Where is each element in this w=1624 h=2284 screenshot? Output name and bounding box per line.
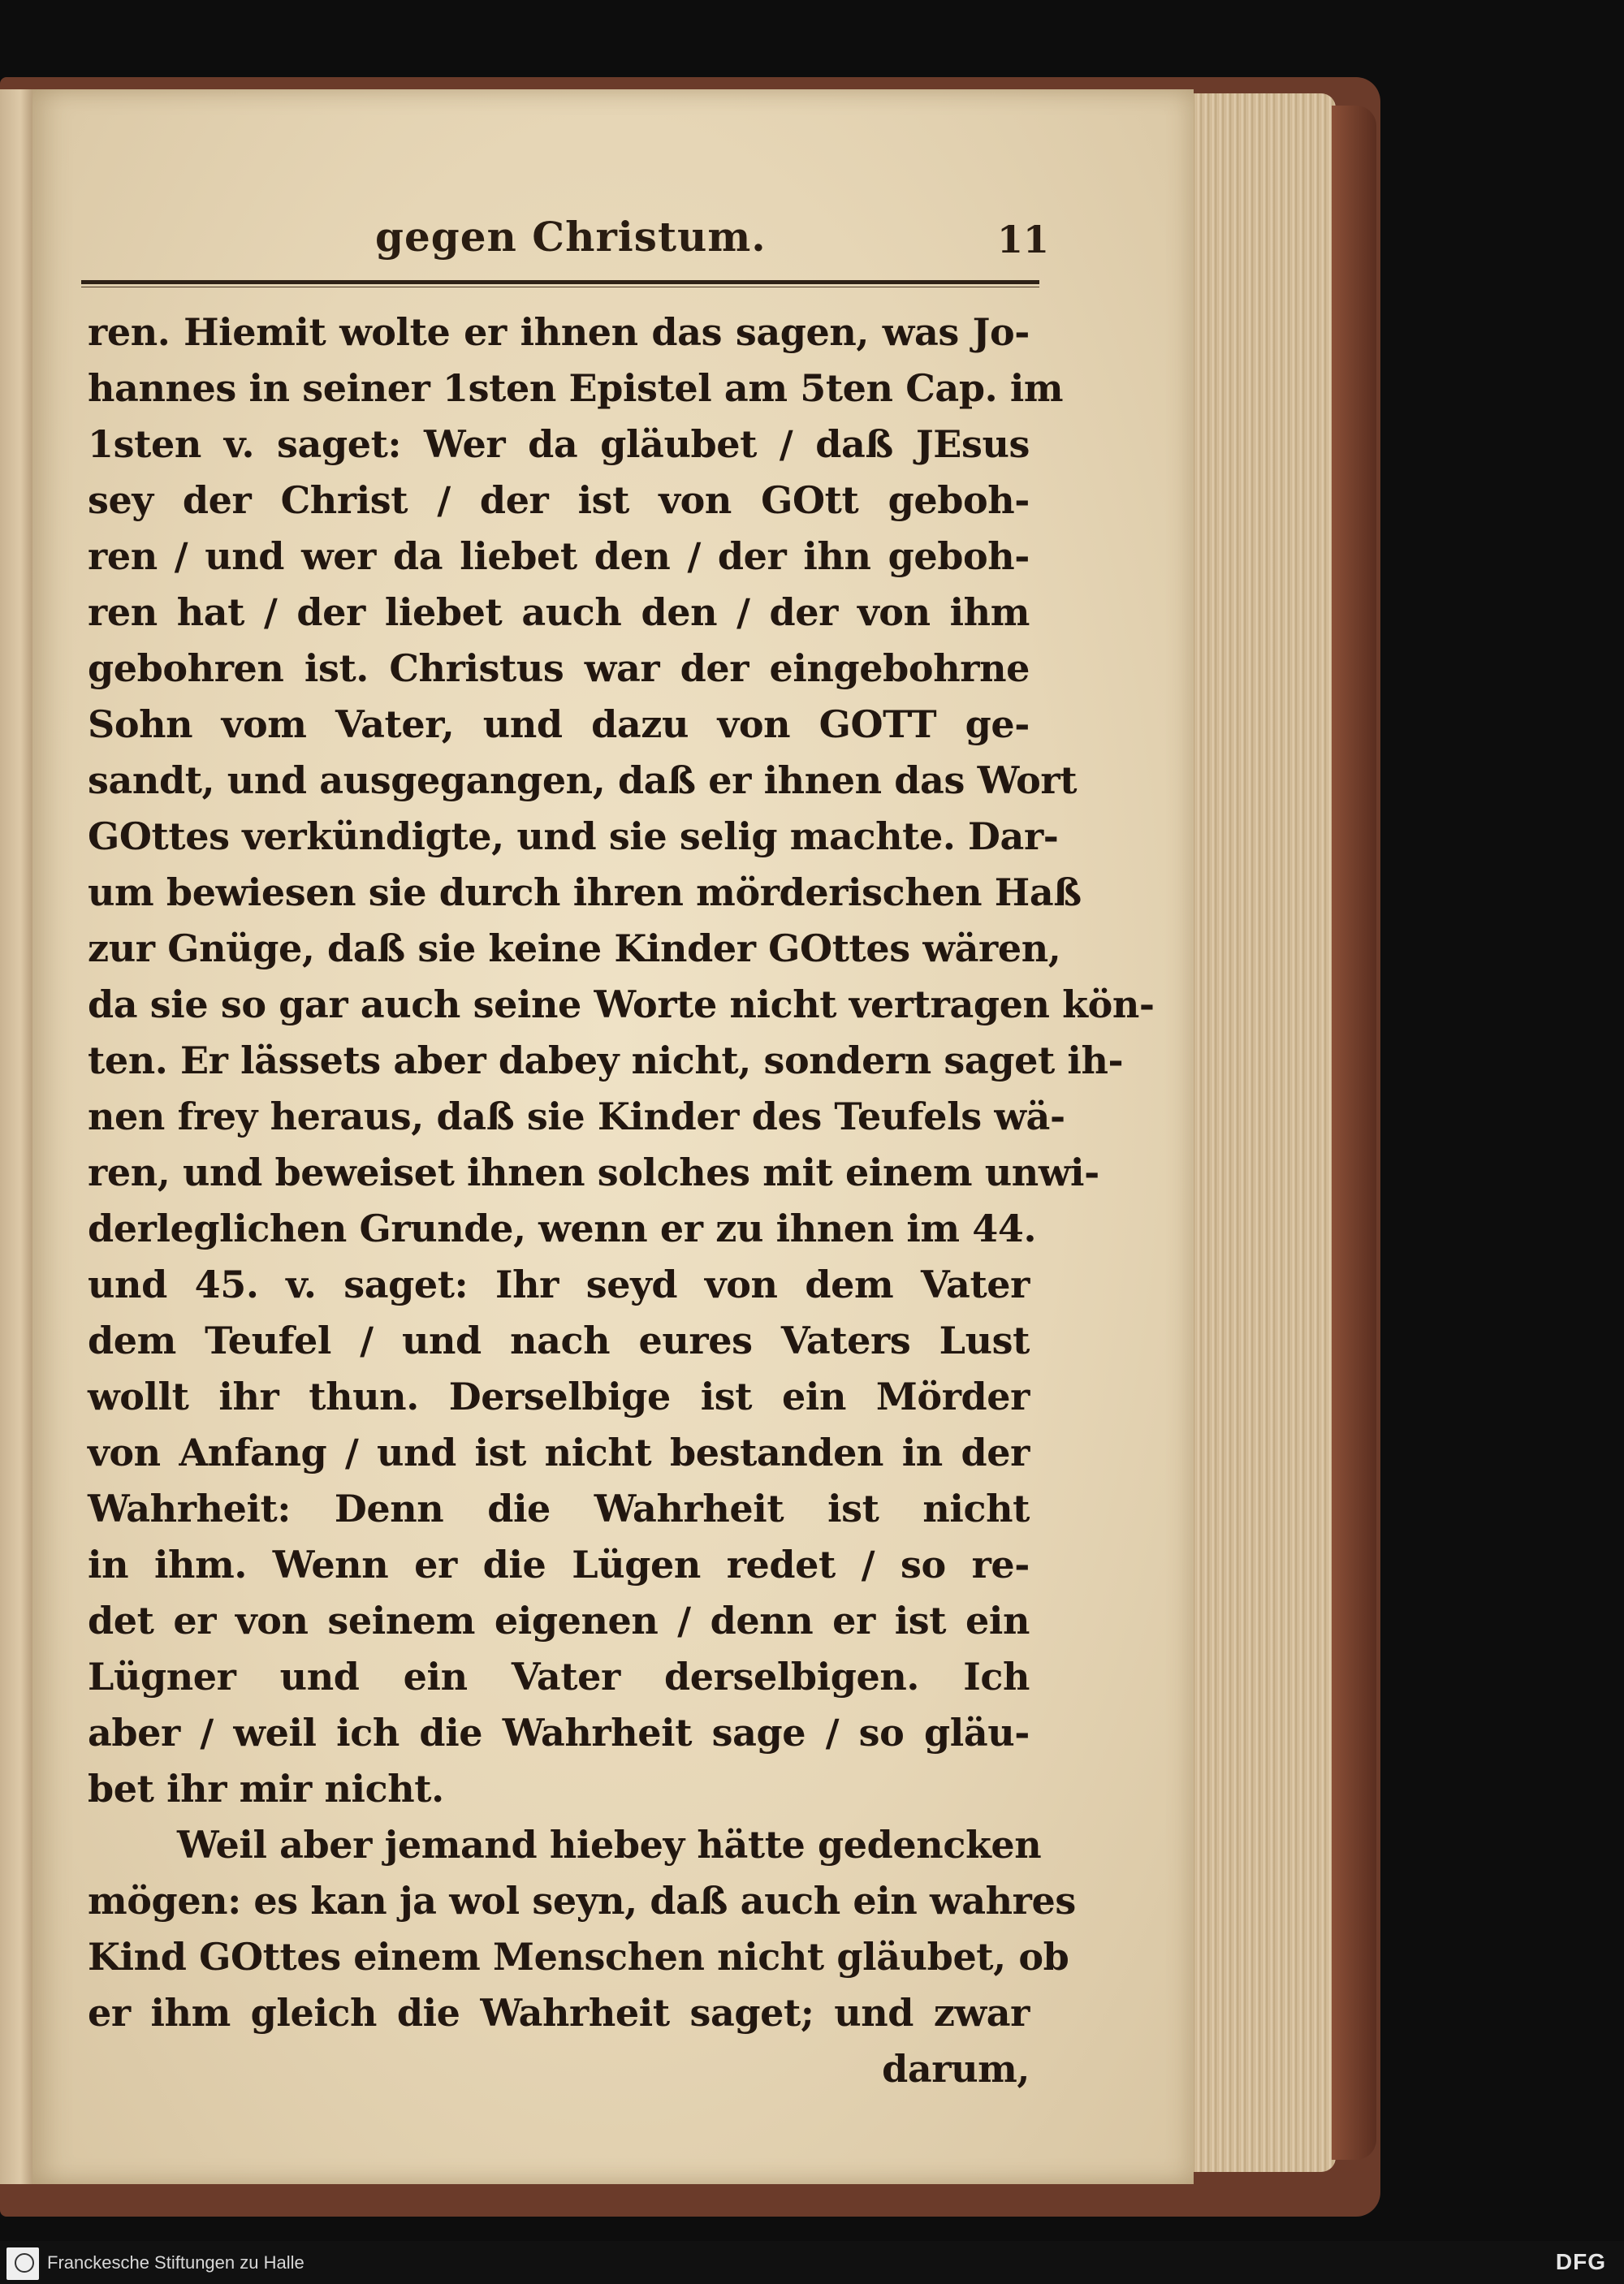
- institution-name: Franckesche Stiftungen zu Halle: [47, 2252, 304, 2273]
- text-line: bet ihr mir nicht.: [88, 1767, 444, 1811]
- text-line: Wahrheit: Denn die Wahrheit ist nicht: [88, 1487, 1030, 1531]
- text-line: gebohren ist. Christus war der eingebohrne: [88, 646, 1030, 690]
- catchword: darum,: [882, 2047, 1030, 2091]
- text-line: 1sten v. saget: Wer da gläubet / daß JEsus: [88, 422, 1030, 466]
- body-text: [88, 304, 1155, 2097]
- text-line: in ihm. Wenn er die Lügen redet / so re-: [88, 1543, 1030, 1587]
- text-line: von Anfang / und ist nicht bestanden in der: [88, 1431, 1030, 1474]
- text-line: dem Teufel / und nach eures Vaters Lust: [88, 1319, 1030, 1362]
- page-number: 11: [997, 218, 1050, 261]
- page-edges: [1181, 93, 1336, 2172]
- text-line: sey der Christ / der ist von GOtt geboh-: [88, 478, 1030, 522]
- text-line: mögen: es kan ja wol seyn, daß auch ein wahres: [88, 1879, 1076, 1923]
- text-line: nen frey heraus, daß sie Kinder des Teufels wä-: [88, 1095, 1065, 1138]
- text-line: ren. Hiemit wolte er ihnen das sagen, was Jo-: [88, 310, 1030, 354]
- text-line: hannes in seiner 1sten Epistel am 5ten Cap. im: [88, 366, 1064, 410]
- text-line: ren / und wer da liebet den / der ihn geboh-: [88, 534, 1030, 578]
- text-line: ren hat / der liebet auch den / der von ihm: [88, 590, 1030, 634]
- text-line: sandt, und ausgegangen, daß er ihnen das Wort: [88, 758, 1078, 802]
- text-line: Sohn vom Vater, und dazu von GOTT ge-: [88, 702, 1030, 746]
- left-page-edge: [0, 89, 34, 2184]
- text-line: zur Gnüge, daß sie keine Kinder GOttes wären,: [88, 926, 1061, 970]
- text-line: er ihm gleich die Wahrheit saget; und zwar: [88, 1991, 1030, 2035]
- text-line: det er von seinem eigenen / denn er ist ein: [88, 1599, 1030, 1643]
- institution-logo-icon: [6, 2247, 39, 2280]
- text-line: GOttes verkündigte, und sie selig machte. Dar-: [88, 814, 1059, 858]
- text-line: um bewiesen sie durch ihren mörderischen Haß: [88, 870, 1082, 914]
- dfg-logo: DFG: [1555, 2249, 1606, 2274]
- cover-edge: [1332, 106, 1376, 2160]
- text-line: da sie so gar auch seine Worte nicht vertragen kön-: [88, 982, 1155, 1026]
- text-line: Lügner und ein Vater derselbigen. Ich: [88, 1655, 1030, 1699]
- viewer-footer: [0, 2241, 1624, 2284]
- header-rule: [81, 280, 1039, 284]
- running-head: gegen Christum.: [375, 213, 767, 261]
- text-line: derleglichen Grunde, wenn er zu ihnen im 44.: [88, 1207, 1037, 1250]
- text-line: Kind GOttes einem Menschen nicht gläubet, ob: [88, 1935, 1069, 1979]
- text-line: aber / weil ich die Wahrheit sage / so gläu-: [88, 1711, 1030, 1755]
- text-line: ten. Er lässets aber dabey nicht, sondern saget ih-: [88, 1038, 1124, 1082]
- text-line: wollt ihr thun. Derselbige ist ein Mörder: [88, 1375, 1030, 1418]
- text-line: Weil aber jemand hiebey hätte gedencken: [177, 1823, 1042, 1867]
- text-line: ren, und beweiset ihnen solches mit einem unwi-: [88, 1151, 1099, 1194]
- text-line: und 45. v. saget: Ihr seyd von dem Vater: [88, 1263, 1030, 1306]
